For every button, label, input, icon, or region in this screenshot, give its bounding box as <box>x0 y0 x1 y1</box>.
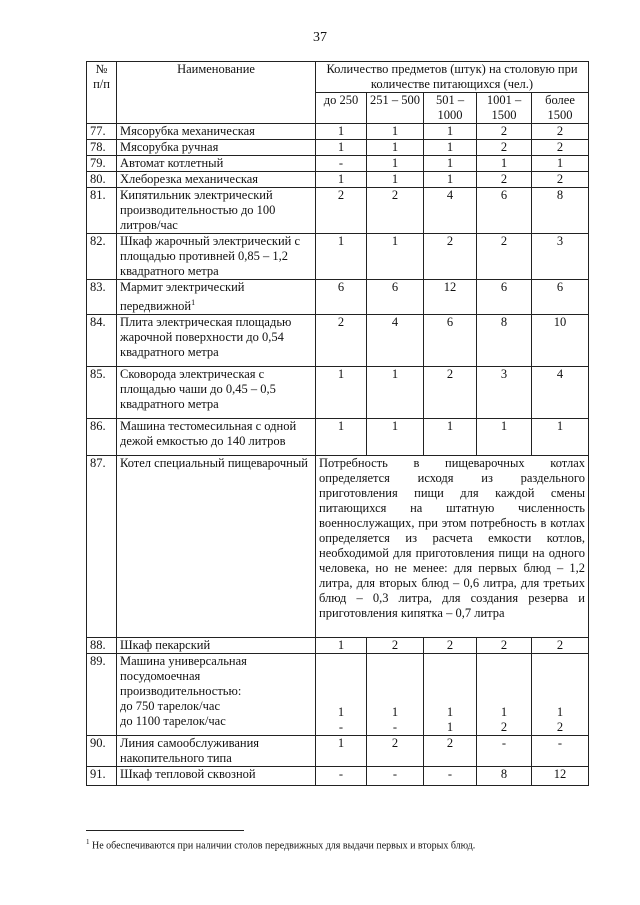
header-group: Количество предметов (штук) на столовую при количестве питающихся (чел.) <box>316 62 589 93</box>
row-value: 1 <box>316 140 367 156</box>
row-value: 1 <box>477 419 532 456</box>
row-name <box>117 280 316 315</box>
table-row <box>87 124 589 140</box>
row-value: 2 <box>424 736 477 767</box>
row-value: - <box>367 767 424 786</box>
row-name-text: Линия самообслуживания накопительного типа <box>120 736 260 766</box>
row-sub-value: 2 <box>500 720 508 735</box>
row-number: 77. <box>87 124 117 140</box>
row-name <box>117 315 316 367</box>
row-value: 2 <box>367 736 424 767</box>
row-name <box>117 172 316 188</box>
row-value: 2 <box>532 172 589 188</box>
row-value: 1 <box>316 638 367 654</box>
row-value: 6 <box>424 315 477 367</box>
row-value: 2 <box>477 140 532 156</box>
footnote-ref: 1 <box>191 298 196 307</box>
row-name <box>117 638 316 654</box>
table-row <box>87 234 589 280</box>
row-name-text: Сковорода электрическая с площадью чаши до 0,45 – 0,5 квадратного метра <box>120 367 276 412</box>
row-value: 2 <box>424 367 477 419</box>
equipment-table <box>86 61 589 786</box>
row-value: 1 <box>477 156 532 172</box>
table-row <box>87 172 589 188</box>
row-value: 1 <box>424 124 477 140</box>
row-number: 80. <box>87 172 117 188</box>
row-value <box>477 654 532 736</box>
table-row <box>87 736 589 767</box>
row-number: 85. <box>87 367 117 419</box>
table-row <box>87 315 589 367</box>
row-value: 1 <box>424 140 477 156</box>
row-value: 1 <box>367 234 424 280</box>
row-value: 1 <box>367 367 424 419</box>
table-row <box>87 654 589 736</box>
row-number: 79. <box>87 156 117 172</box>
row-sub-value: 1 <box>446 720 454 735</box>
row-name-text: Машина тестомесильная с одной дежой емкостью до 140 литров <box>120 419 297 449</box>
footnote-divider <box>86 830 244 831</box>
row-value <box>367 654 424 736</box>
table-row <box>87 280 589 315</box>
page-number: 37 <box>313 30 327 45</box>
row-name-text: Шкаф пекарский <box>120 638 211 653</box>
table-row <box>87 188 589 234</box>
row-name-text: Автомат котлетный <box>120 156 224 170</box>
header-row-1 <box>87 62 589 93</box>
row-value: - <box>316 767 367 786</box>
row-name-text: Мясорубка ручная <box>120 140 219 154</box>
row-value: 2 <box>477 638 532 654</box>
row-value: 1 <box>424 172 477 188</box>
table-row <box>87 767 589 786</box>
row-number: 91. <box>87 767 117 786</box>
row-value: 6 <box>477 188 532 234</box>
row-value: 6 <box>316 280 367 315</box>
row-value: 8 <box>532 188 589 234</box>
row-value: 2 <box>532 140 589 156</box>
row-value: 1 <box>424 419 477 456</box>
header-col: до 250 <box>316 93 367 124</box>
header-num: № п/п <box>87 62 117 124</box>
row-number: 82. <box>87 234 117 280</box>
header-col: более 1500 <box>532 93 589 124</box>
header-col: 1001 – 1500 <box>477 93 532 124</box>
footnote-text: Не обеспечиваются при наличии столов передвижных для выдачи первых и вторых блюд. <box>92 840 476 852</box>
row-number: 89. <box>87 654 117 736</box>
table-row <box>87 367 589 419</box>
row-value <box>316 654 367 736</box>
row-value: - <box>316 156 367 172</box>
row-value: 1 <box>532 156 589 172</box>
row-value: 8 <box>477 315 532 367</box>
row-value <box>532 654 589 736</box>
row-value: 1 <box>316 124 367 140</box>
row-sub-value: 1 <box>446 705 454 720</box>
row-value: 1 <box>367 172 424 188</box>
row-number: 84. <box>87 315 117 367</box>
row-value: 2 <box>477 124 532 140</box>
row-number: 81. <box>87 188 117 234</box>
row-name <box>117 736 316 767</box>
row-sub-value: 1 <box>391 705 399 720</box>
row-sub-item: до 750 тарелок/час <box>120 699 220 714</box>
row-value: 2 <box>316 315 367 367</box>
row-value: 4 <box>424 188 477 234</box>
row-value: 2 <box>477 172 532 188</box>
row-value: 1 <box>532 419 589 456</box>
row-value: 1 <box>367 156 424 172</box>
row-name-text: Шкаф жарочный электрический с площадью противней 0,85 – 1,2 квадратного метра <box>120 234 301 278</box>
row-value: 1 <box>316 736 367 767</box>
row-name <box>117 367 316 419</box>
table-row <box>87 419 589 456</box>
row-value: - <box>424 767 477 786</box>
row-value <box>424 654 477 736</box>
row-name-text: Мармит электрический передвижной <box>120 280 245 314</box>
row-value: 1 <box>367 140 424 156</box>
header-name: Наименование <box>117 62 316 124</box>
row-value: - <box>532 736 589 767</box>
row-sub-item: до 1100 тарелок/час <box>120 714 226 729</box>
row-value: 6 <box>367 280 424 315</box>
row-value: 1 <box>424 156 477 172</box>
row-value: 1 <box>316 367 367 419</box>
row-value: 1 <box>316 419 367 456</box>
row-value: 2 <box>367 638 424 654</box>
row-name <box>117 767 316 786</box>
row-value: 3 <box>532 234 589 280</box>
row-number: 90. <box>87 736 117 767</box>
table-row <box>87 638 589 654</box>
row-number: 86. <box>87 419 117 456</box>
row-name <box>117 654 316 736</box>
row-name <box>117 234 316 280</box>
row-number: 87. <box>87 456 117 638</box>
row-name <box>117 124 316 140</box>
row-value: 10 <box>532 315 589 367</box>
row-name-text: Мясорубка механическая <box>120 124 255 138</box>
row-value: 4 <box>532 367 589 419</box>
row-value: 2 <box>477 234 532 280</box>
row-value: 12 <box>424 280 477 315</box>
row-sub-value: - <box>338 720 344 735</box>
row-value: 2 <box>532 638 589 654</box>
header-col: 501 – 1000 <box>424 93 477 124</box>
table-row <box>87 140 589 156</box>
row-value: 1 <box>316 172 367 188</box>
row-name <box>117 156 316 172</box>
row-name <box>117 456 316 638</box>
row-value: 2 <box>316 188 367 234</box>
row-value: 2 <box>424 234 477 280</box>
row-sub-value: 1 <box>500 705 508 720</box>
row-name-text: Хлеборезка механическая <box>120 172 259 186</box>
row-name <box>117 188 316 234</box>
footnote <box>86 838 475 851</box>
row-sub-value: 1 <box>337 705 345 720</box>
row-number: 83. <box>87 280 117 315</box>
table-row <box>87 456 589 638</box>
row-number: 78. <box>87 140 117 156</box>
row-sub-value: 2 <box>556 720 564 735</box>
row-name-text: Машина универсальная посудомоечная производительностью: <box>120 654 247 699</box>
header-col: 251 – 500 <box>367 93 424 124</box>
row-value: 6 <box>477 280 532 315</box>
row-name-text: Шкаф тепловой сквозной <box>120 767 256 782</box>
row-value: 6 <box>532 280 589 315</box>
table-row <box>87 156 589 172</box>
row-name <box>117 419 316 456</box>
row-name <box>117 140 316 156</box>
row-value: 4 <box>367 315 424 367</box>
row-value: - <box>477 736 532 767</box>
row-number: 88. <box>87 638 117 654</box>
footnote-mark: 1 <box>86 838 90 846</box>
row-name-text: Котел специальный пищеварочный <box>120 456 308 471</box>
row-value: 1 <box>367 419 424 456</box>
row-value: 2 <box>367 188 424 234</box>
row-sub-value: - <box>392 720 398 735</box>
row-value: 1 <box>367 124 424 140</box>
row-sub-value: 1 <box>556 705 564 720</box>
row-value: 3 <box>477 367 532 419</box>
row-note: Потребность в пищеварочных котлах определяется исходя из раздельного приготовления пищи для каждой смены питающихся на штатную численность военнослужащих, при этом потребность в котлах определяется из расчета емкости котлов, необходимой для приготовления пищи на одного человека, но не менее: для первых блюд – 1,2 литра, для вторых блюд – 0,6 литра, для третьих блюд – 0,3 литра, для создания резерва и приготовления кипятка – 0,7 литра <box>316 456 589 638</box>
row-value: 12 <box>532 767 589 786</box>
row-value: 1 <box>316 234 367 280</box>
row-value: 2 <box>532 124 589 140</box>
row-name-text: Плита электрическая площадью жарочной поверхности до 0,54 квадратного метра <box>120 315 292 360</box>
row-value: 8 <box>477 767 532 786</box>
row-value: 2 <box>424 638 477 654</box>
row-name-text: Кипятильник электрический производительностью до 100 литров/час <box>120 188 276 232</box>
